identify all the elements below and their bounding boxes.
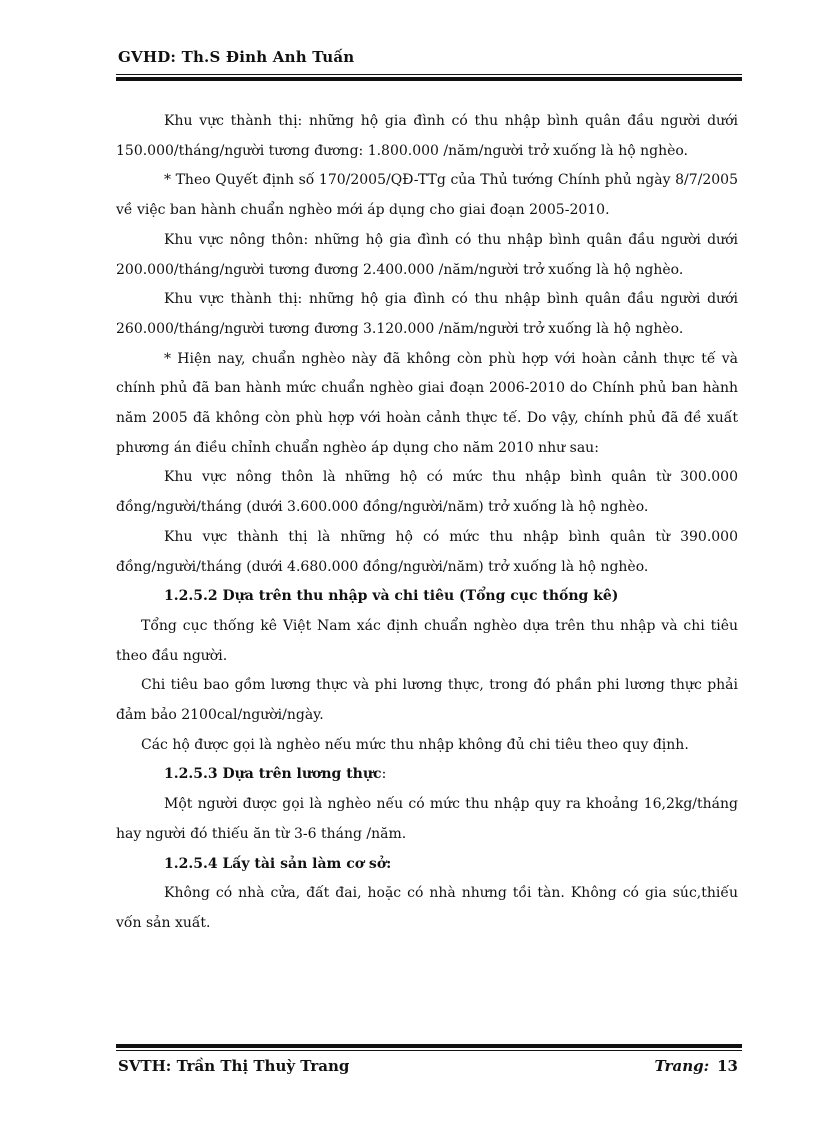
paragraph: Các hộ được gọi là nghèo nếu mức thu nhập không đủ chi tiêu theo quy định. [141, 736, 689, 753]
paragraph: Khu vực thành thị: những hộ gia đình có thu nhập bình quân đầu người dưới 150.000/tháng/người tương đương: 1.800.000 /năm/người trở xuống là hộ nghèo. [116, 113, 738, 159]
section-heading-suffix: : [381, 766, 387, 783]
paragraph: Chi tiêu bao gồm lương thực và phi lương thực, trong đó phần phi lương thực phải đảm bảo 2100cal/người/ngày. [116, 677, 738, 724]
paragraph: Khu vực thành thị là những hộ có mức thu nhập bình quân từ 390.000 đồng/người/tháng (dưới 4.680.000 đồng/người/năm) trở xuống là hộ nghèo. [116, 528, 738, 575]
header-rule-thin [116, 74, 742, 75]
footer-rule-thick [116, 1044, 742, 1048]
section-heading: 1.2.5.2 Dựa trên thu nhập và chi tiêu (Tổng cục thống kê) [164, 588, 619, 605]
paragraph: Không có nhà cửa, đất đai, hoặc có nhà nhưng tồi tàn. Không có gia súc,thiếu vốn sản xuất. [116, 885, 738, 931]
document-body [116, 107, 738, 939]
paragraph: * Hiện nay, chuẩn nghèo này đã không còn phù hợp với hoàn cảnh thực tế và chính phủ đã ban hành mức chuẩn nghèo giai đoạn 2006-2010 do Chính phủ ban hành năm 2005 đã không còn phù hợp với hoàn cảnh thực tế. Do vậy, chính phủ đã đề xuất phương án điều chỉnh chuẩn nghèo áp dụng cho năm 2010 như sau: [116, 350, 738, 456]
footer-author: SVTH: Trần Thị Thuỳ Trang [118, 1057, 350, 1075]
page-number: 13 [717, 1057, 738, 1075]
section-heading-text: 1.2.5.3 Dựa trên lương thực [164, 766, 382, 783]
paragraph: Khu vực thành thị: những hộ gia đình có thu nhập bình quân đầu người dưới 260.000/tháng/người tương đương 3.120.000 /năm/người trở xuống là hộ nghèo. [116, 291, 738, 337]
page-number-block [655, 1057, 739, 1075]
header-title: GVHD: Th.S Đinh Anh Tuấn [118, 48, 355, 66]
paragraph: Một người được gọi là nghèo nếu có mức thu nhập quy ra khoảng 16,2kg/tháng hay người đó thiếu ăn từ 3-6 tháng /năm. [116, 796, 738, 842]
section-heading [116, 760, 738, 790]
paragraph: Khu vực nông thôn là những hộ có mức thu nhập bình quân từ 300.000 đồng/người/tháng (dưới 3.600.000 đồng/người/năm) trở xuống là hộ nghèo. [116, 469, 738, 516]
paragraph: Khu vực nông thôn: những hộ gia đình có thu nhập bình quân đầu người dưới 200.000/tháng/người tương đương 2.400.000 /năm/người trở xuống là hộ nghèo. [116, 231, 738, 278]
paragraph: Tổng cục thống kê Việt Nam xác định chuẩn nghèo dựa trên thu nhập và chi tiêu theo đầu người. [116, 617, 738, 664]
footer-rule-thin [116, 1050, 742, 1051]
paragraph: * Theo Quyết định số 170/2005/QĐ-TTg của Thủ tướng Chính phủ ngày 8/7/2005 về việc ban hành chuẩn nghèo mới áp dụng cho giai đoạn 2005-2010. [116, 172, 738, 219]
page-label: Trang: [654, 1057, 710, 1075]
header-rule-thick [116, 77, 742, 81]
section-heading: 1.2.5.4 Lấy tài sản làm cơ sở: [164, 855, 392, 872]
